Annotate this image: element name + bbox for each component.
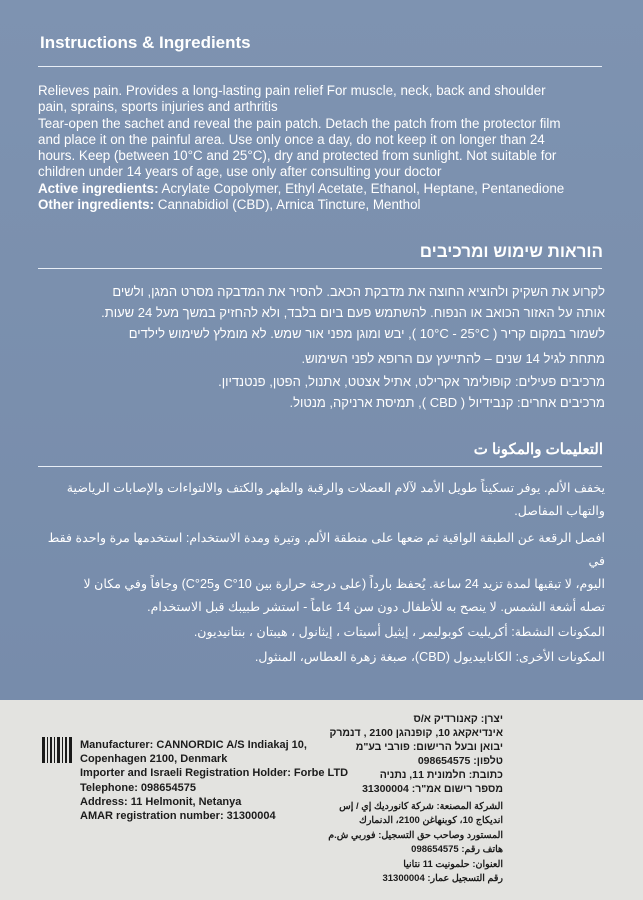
arabic-body [40,477,605,669]
manufacturer-ar-line: الشركة المصنعة: شركة كانورديك إي / إس [339,801,503,812]
hebrew-line: מרכיבים פעילים: קופולימר אקרילט, אתיל אצטט, אתנול, הפטן, פנטנדיון. [218,374,605,389]
hebrew-body [40,281,605,413]
manufacturer-arabic [243,800,503,886]
english-line: Relieves pain. Provides a long-lasting pain relief For muscle, neck, back and shoulder [38,83,546,98]
arabic-section-title: التعليمات والمكونا ت [473,441,603,458]
arabic-line: المكونات النشطة: أكريليت كوبوليمر ، إيثيل أسيتات ، إيثانول ، هيبتان ، بنتانيديون. [193,625,605,639]
english-body [38,83,608,213]
manufacturer-en-line: Importer and Israeli Registration Holder: Forbe LTD [80,767,349,780]
manufacturer-en-line: Manufacturer: CANNORDIC A/S Indiakaj 10, [80,739,307,751]
manufacturer-he-line: יבואן ובעל הרישום: פורבי בע"מ [355,741,503,753]
manufacturer-ar-line: انديكاج 10، كوبنهاغن 2100، الدنمارك [359,815,503,827]
hebrew-line: לקרוע את השקיק ולהוציא החוצה את מדבקת הכאב. להסיר את המדבקה מסרט המגן, ולשים [112,284,605,299]
english-line: and place it on the painful area. Use only once a day, do not keep it on longer than 24 [38,131,545,147]
manufacturer-he-line: מספר רישום אמ"ר: 31300004 [362,783,503,795]
manufacturer-en-line: Telephone: 098654575 [80,781,196,794]
english-line: Tear-open the sachet and reveal the pain patch. Detach the patch from the protector film [38,115,561,131]
manufacturer-he-line: טלפון: 098654575 [417,755,503,767]
manufacturer-ar-line: رقم التسجيل عمار: 31300004 [382,873,503,885]
english-section-title: Instructions & Ingredients [40,33,251,52]
manufacturer-ar-line: هاتف رقم: 098654575 [411,844,503,856]
arabic-divider [38,466,602,467]
active-ingredients-label: Active ingredients: [38,180,159,196]
active-ingredients-line [38,181,608,197]
arabic-line: يخفف الألم. يوفر تسكيناً طويل الأمد لآلام العضلات والرقبة والظهر والكتف والالتواءات والإصابات الرياضية [66,481,605,495]
hebrew-divider [38,268,602,269]
active-ingredients-value: Acrylate Copolymer, Ethyl Acetate, Ethanol, Heptane, Pentanedione [158,180,565,196]
manufacturer-hebrew [243,712,503,796]
hebrew-line: לשמור במקום קריר ( 10°C - 25°C ), יבש ומוגן מפני אור שמש. לא מומלץ לשימוש לילדים [128,326,605,341]
manufacturer-ar-line: المستورد وصاحب حق التسجيل: فوربي ش.م [328,829,503,841]
hebrew-line: מתחת לגיל 14 שנים – להתייעץ עם הרופא לפני השימוש. [301,351,605,366]
hebrew-line: אותה על האזור הכואב או הנפוח. להשתמש פעם ביום בלבד, ולא להחזיק במשך מעל 24 שעות. [101,305,605,320]
manufacturer-he-line: יצרן: קאנורדיק א/ס [413,713,503,725]
english-line: hours. Keep (between 10°C and 25°C), dry and protected from sunlight. Not suitable for [38,148,557,164]
manufacturer-he-line: כתובת: חלמונית 11, נתניה [379,769,503,781]
arabic-line: المكونات الأخرى: الكانابيديول (CBD)، صبغة زهرة العطاس، المنثول. [254,650,605,664]
manufacturer-ar-line: العنوان: حلمونيت 11 نتانيا [403,858,503,870]
other-ingredients-value: Cannabidiol (CBD), Arnica Tincture, Menthol [154,197,421,213]
other-ingredients-label: Other ingredients: [38,197,155,213]
english-line: children under 14 years of age, use only after consulting your doctor [38,164,442,180]
manufacturer-en-line: Copenhagen 2100, Denmark [80,753,228,766]
other-ingredients-line [38,197,608,213]
hebrew-section-title: הוראות שימוש ומרכיבים [419,242,603,261]
manufacturer-en-line: AMAR registration number: 31300004 [80,810,276,823]
manufacturer-en-line: Address: 11 Helmonit, Netanya [80,795,242,808]
hebrew-line: מרכיבים אחרים: קנבידיול ( CBD ), תמיסת ארניקה, מנטול. [289,395,605,410]
manufacturer-he-line: אינדיאקאג 10, קופנהגן 2100 , דנמרק [329,727,503,739]
english-line: pain, sprains, sports injuries and arthritis [38,99,278,115]
arabic-line: والتهاب المفاصل. [514,504,605,518]
arabic-line: افصل الرقعة عن الطبقة الواقية ثم ضعها على منطقة الألم. وتيرة ومدة الاستخدام: استخدمها مرة واحدة فقط في [47,531,605,568]
arabic-line: تصله أشعة الشمس. لا ينصح به للأطفال دون سن 14 عاماً - استشر طبيبك قبل الاستخدام. [147,600,605,614]
english-divider [38,66,602,67]
barcode-icon [42,737,72,763]
arabic-line: اليوم، لا تبقيها لمدة تزيد 24 ساعة. يُحفظ بارداً (على درجة حرارة بين 10°C و25°C) وجافاً وفي مكان لا [83,577,605,591]
